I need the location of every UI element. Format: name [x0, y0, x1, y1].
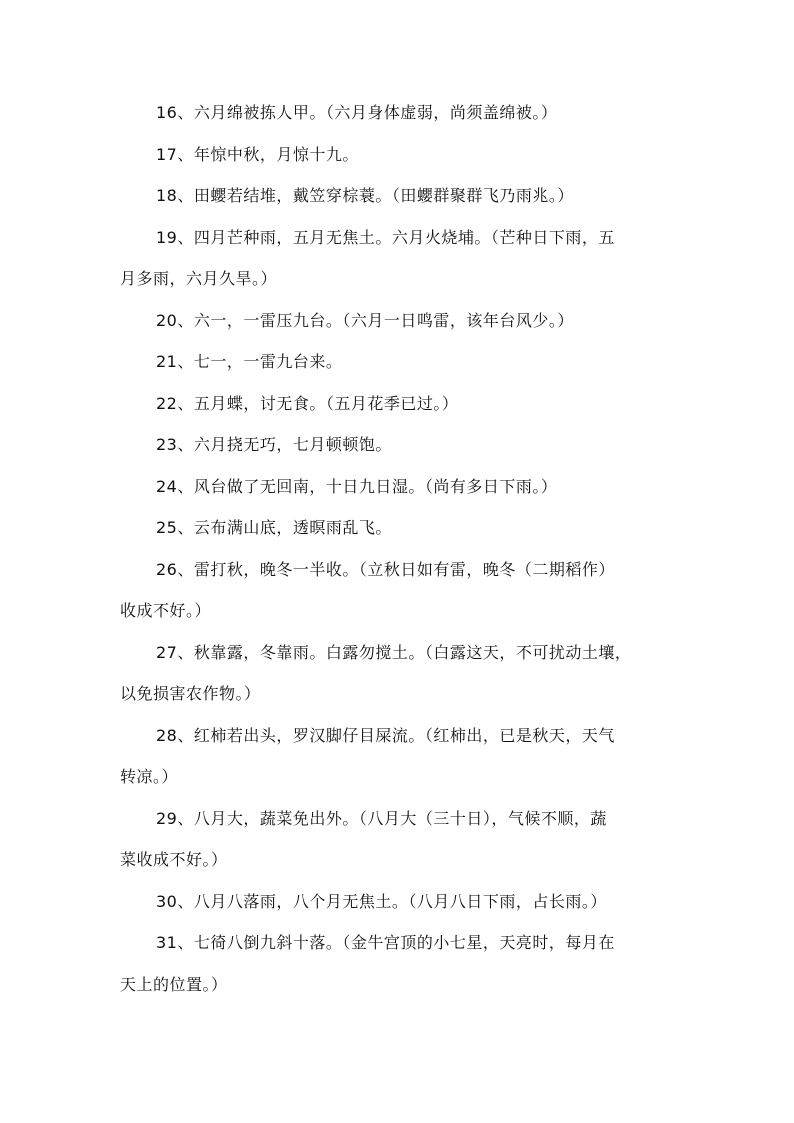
proverb-line: 25、云布满山底，透暝雨乱飞。 — [156, 518, 392, 537]
proverb-item — [120, 933, 680, 995]
proverb-item — [120, 435, 680, 455]
proverb-item — [120, 518, 680, 538]
proverb-continuation-line: 菜收成不好。） — [120, 850, 228, 869]
proverb-item — [120, 103, 680, 123]
proverb-item — [120, 726, 680, 788]
proverb-line: 31、七徛八倒九斜十落。（金牛宫顶的小七星，天亮时，每月在 — [156, 933, 615, 952]
proverb-item — [120, 477, 680, 497]
proverb-continuation-line: 以免损害农作物。） — [120, 684, 261, 703]
proverb-item — [120, 145, 680, 165]
proverb-line: 16、六月绵被拣人甲。（六月身体虚弱，尚须盖绵被。） — [156, 103, 558, 122]
proverb-item — [120, 186, 680, 206]
proverb-item — [120, 809, 680, 871]
proverb-item — [120, 643, 680, 705]
proverb-line: 19、四月芒种雨，五月无焦土。六月火烧埔。（芒种日下雨，五 — [156, 227, 615, 247]
proverb-line: 20、六一，一雷压九台。（六月一日鸣雷，该年台风少。） — [156, 310, 574, 330]
proverb-continuation-line: 转凉。） — [120, 767, 179, 786]
proverb-item — [120, 560, 680, 622]
proverb-item — [120, 892, 680, 912]
proverb-continuation-line: 收成不好。） — [120, 601, 212, 620]
proverb-line: 27、秋靠露，冬靠雨。白露勿搅土。（白露这天，不可扰动土壤， — [156, 642, 632, 662]
proverb-line: 22、五月蝶，讨无食。（五月花季已过。） — [156, 393, 459, 413]
proverb-line: 30、八月八落雨，八个月无焦土。（八月八日下雨，占长雨。） — [156, 891, 607, 911]
proverb-continuation-line: 天上的位置。） — [120, 974, 228, 994]
proverb-item — [120, 228, 680, 290]
proverb-list — [120, 103, 680, 1016]
proverb-item — [120, 352, 680, 372]
proverb-line: 28、红柿若出头，罗汉脚仔目屎流。（红柿出，已是秋天，天气 — [156, 725, 615, 745]
proverb-continuation-line: 月多雨，六月久旱。） — [120, 269, 278, 288]
proverb-item — [120, 311, 680, 331]
proverb-line: 17、年惊中秋，月惊十九。 — [156, 144, 359, 164]
proverb-line: 21、七一，一雷九台来。 — [156, 352, 343, 371]
proverb-item — [120, 394, 680, 414]
proverb-line: 23、六月挠无巧，七月顿顿饱。 — [156, 435, 392, 454]
proverb-line: 29、八月大，蔬菜免出外。（八月大（三十日），气候不顺，蔬 — [156, 808, 607, 828]
proverb-line: 18、田蠳若结堆，戴笠穿棕蓑。（田蠳群聚群飞乃雨兆。） — [156, 186, 574, 205]
proverb-line: 26、雷打秋，晚冬一半收。（立秋日如有雷，晚冬（二期稻作） — [156, 559, 615, 579]
proverb-line: 24、风台做了无回南，十日九日湿。（尚有多日下雨。） — [156, 476, 558, 496]
